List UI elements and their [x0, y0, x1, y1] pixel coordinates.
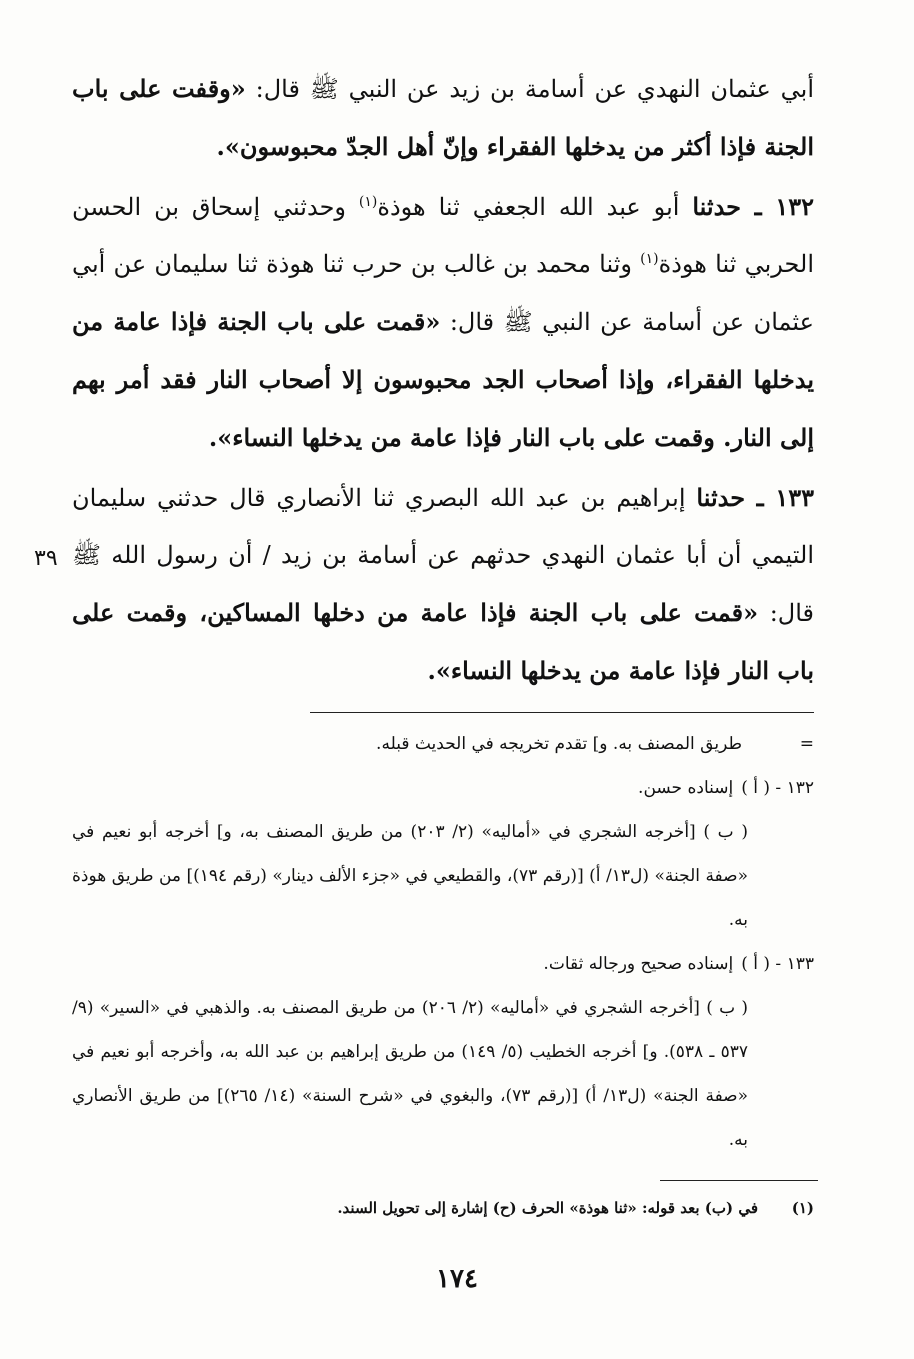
footnote-ref-1: (١) [358, 194, 378, 210]
hadith-132-number: ١٣٢ ـ حدثنا [692, 192, 814, 221]
continuation-mark: = [799, 734, 814, 754]
note-133-lead: ١٣٣ - ( أ ) [741, 954, 814, 974]
paragraph-intro [72, 60, 814, 176]
hadith-133-number: ١٣٣ ـ حدثنا [696, 483, 814, 512]
note-133-b: ( ب ) [أخرجه الشجري في «أماليه» (٢/ ٢٠٦) من طريق المصنف به. والذهبي في «السير» (٩/ ٥٣٧ ـ ٥٣٨). و] أخرجه الخطيب (٥/ ١٤٩) من طريق إبراهيم بن عبد الله به، وأخرجه أبو نعيم في «صفة الجنة» (ل١٣/ أ) [(رقم ٧٣)، والبغوي في «شرح السنة» (١٤/ ٢٦٥)] من طريق الأنصاري به. [72, 998, 749, 1150]
continuation-text: طريق المصنف به. و] تقدم تخريجه في الحديث قبله. [376, 734, 742, 754]
note-132-lead: ١٣٢ - ( أ ) [741, 778, 814, 798]
footnote-divider [660, 1180, 818, 1181]
hadith-133-text: إبراهيم بن عبد الله البصري ثنا الأنصاري قال حدثني سليمان التيمي أن أبا عثمان النهدي حدثهم عن أسامة بن زيد / أن رسول الله ﷺ قال: [72, 484, 814, 627]
hadith-132-text-b: وحدثني إسحاق بن الحسن الحربي ثنا هوذة [72, 193, 814, 278]
note-132-text: إسناده حسن. [638, 778, 734, 798]
footnote [120, 1194, 814, 1222]
notes-section [72, 722, 814, 1162]
footnote-ref-2: (١) [640, 251, 659, 267]
note-133-text: إسناده صحيح ورجاله ثقات. [543, 954, 734, 974]
footnote-mark: (١) [791, 1199, 814, 1217]
intro-quote: «وقفت على باب الجنة فإذا أكثر من يدخلها الفقراء وإنّ أهل الجدّ محبوسون». [72, 74, 814, 161]
note-133-a [72, 942, 814, 986]
note-continuation [72, 722, 814, 766]
notes-divider [310, 712, 814, 713]
hadith-132-text-c: وثنا محمد بن غالب بن حرب ثنا هوذة ثنا سليمان عن أبي عثمان عن أسامة عن النبي ﷺ قال: [72, 250, 814, 336]
hadith-132 [72, 178, 814, 467]
note-132-a [72, 766, 814, 810]
footnote-text: في (ب) بعد قوله: «ثنا هوذة» الحرف (ح) إشارة إلى تحويل السند. [337, 1199, 758, 1217]
hadith-132-quote: «قمت على باب الجنة فإذا عامة من يدخلها الفقراء، وإذا أصحاب الجد محبوسون إلا أصحاب النار فقد أمر بهم إلى النار. وقمت على باب النار فإذا عامة من يدخلها النساء». [72, 307, 814, 452]
main-text [72, 60, 814, 700]
intro-text: أبي عثمان النهدي عن أسامة بن زيد عن النبي ﷺ قال: [245, 75, 814, 103]
hadith-133 [72, 469, 814, 700]
note-132-b: ( ب ) [أخرجه الشجري في «أماليه» (٢/ ٢٠٣) من طريق المصنف به، و] أخرجه أبو نعيم في «صفة الجنة» (ل١٣/ أ) [(رقم ٧٣)، والقطيعي في «جزء الألف دينار» (رقم ١٩٤)] من طريق هوذة به. [72, 822, 749, 930]
hadith-133-quote: «قمت على باب الجنة فإذا عامة من دخلها المساكين، وقمت على باب النار فإذا عامة من يدخلها النساء». [72, 598, 814, 685]
margin-page-number: ٣٩ [34, 546, 58, 571]
hadith-132-text-a: أبو عبد الله الجعفي ثنا هوذة [377, 193, 693, 221]
page-number: ١٧٤ [436, 1264, 478, 1294]
